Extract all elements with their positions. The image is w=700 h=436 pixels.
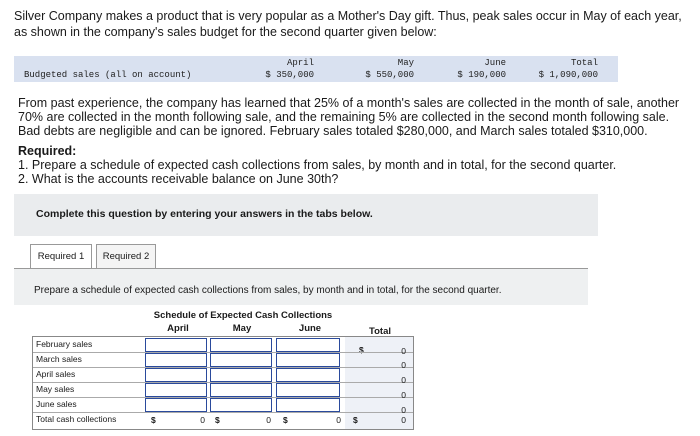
april-total-collections: 0 [200,415,205,425]
april-currency-symbol: $ [151,415,156,425]
june-april-input[interactable] [145,398,207,412]
june-currency-symbol: $ [283,415,288,425]
table-row [33,337,413,356]
budget-value-total: $ 1,090,000 [538,70,598,80]
row-label: February sales [36,339,93,349]
row-label: April sales [36,369,76,379]
june-total-collections: 0 [336,415,341,425]
row-label: June sales [36,399,77,409]
instruction-box [14,194,598,236]
march-june-input[interactable] [276,353,340,367]
may-june-input[interactable] [276,383,340,397]
row-label: March sales [36,354,82,364]
april-april-input[interactable] [145,368,207,382]
budget-header-june: June [484,58,506,68]
col-header-april: April [167,323,189,334]
required-heading: Required: [18,144,77,158]
may-currency-symbol: $ [215,415,220,425]
total-value: 0 [401,405,406,415]
table-row [33,352,413,368]
col-header-may: May [232,323,252,334]
col-header-total: Total [369,326,391,337]
total-collections-row [33,412,413,429]
total-value: 0 [401,390,406,400]
budget-value-april: $ 350,000 [265,70,314,80]
sales-budget-table [14,56,618,82]
march-may-input[interactable] [210,353,272,367]
table-row [33,397,413,413]
february-april-input[interactable] [145,338,207,352]
tab-prompt: Prepare a schedule of expected cash collections from sales, by month and in total, for the second quarter. [34,285,502,296]
may-april-input[interactable] [145,383,207,397]
required-question-2: 2. What is the accounts receivable balance on June 30th? [18,172,339,186]
april-may-input[interactable] [210,368,272,382]
table-row [33,367,413,383]
april-june-input[interactable] [276,368,340,382]
june-may-input[interactable] [210,398,272,412]
table-row [33,382,413,398]
past-experience-text: From past experience, the company has learned that 25% of a month's sales are collected in the month of sale, another 70% are collected in the month following sale, and the remaining 5% are collected in the second month following sale. Bad debts are negligible and can be ignored. February sales totaled $280,000, and March sales totaled $310,000. [18,96,680,138]
schedule-title: Schedule of Expected Cash Collections [153,310,333,321]
total-value: 0 [401,375,406,385]
february-june-input[interactable] [276,338,340,352]
cash-collections-schedule [32,336,414,430]
row-label: May sales [36,384,75,394]
grand-total-collections: 0 [401,415,406,425]
tab-required-1[interactable]: Required 1 [30,244,92,270]
problem-intro: Silver Company makes a product that is very popular as a Mother's Day gift. Thus, peak sales occur in May of each year, as shown in the company's sales budget for the second quarter given below: [14,9,682,39]
budget-header-total: Total [570,58,598,68]
total-value: 0 [401,346,406,356]
may-total-collections: 0 [266,415,271,425]
february-may-input[interactable] [210,338,272,352]
budget-header-may: May [397,58,414,68]
grand-total-currency-symbol: $ [353,415,358,425]
budget-row-label: Budgeted sales (all on account) [24,70,192,80]
row-label: Total cash collections [36,414,117,424]
june-june-input[interactable] [276,398,340,412]
tab-required-2[interactable]: Required 2 [96,244,156,270]
col-header-june: June [298,323,322,334]
budget-value-june: $ 190,000 [457,70,506,80]
total-currency-symbol: $ [359,345,364,355]
total-value: 0 [401,360,406,370]
budget-header-april: April [286,58,314,68]
march-april-input[interactable] [145,353,207,367]
required-question-1: 1. Prepare a schedule of expected cash collections from sales, by month and in total, for the second quarter. [18,158,617,172]
instruction-text: Complete this question by entering your answers in the tabs below. [36,208,373,220]
may-may-input[interactable] [210,383,272,397]
tab-panel [14,268,588,305]
budget-value-may: $ 550,000 [365,70,414,80]
